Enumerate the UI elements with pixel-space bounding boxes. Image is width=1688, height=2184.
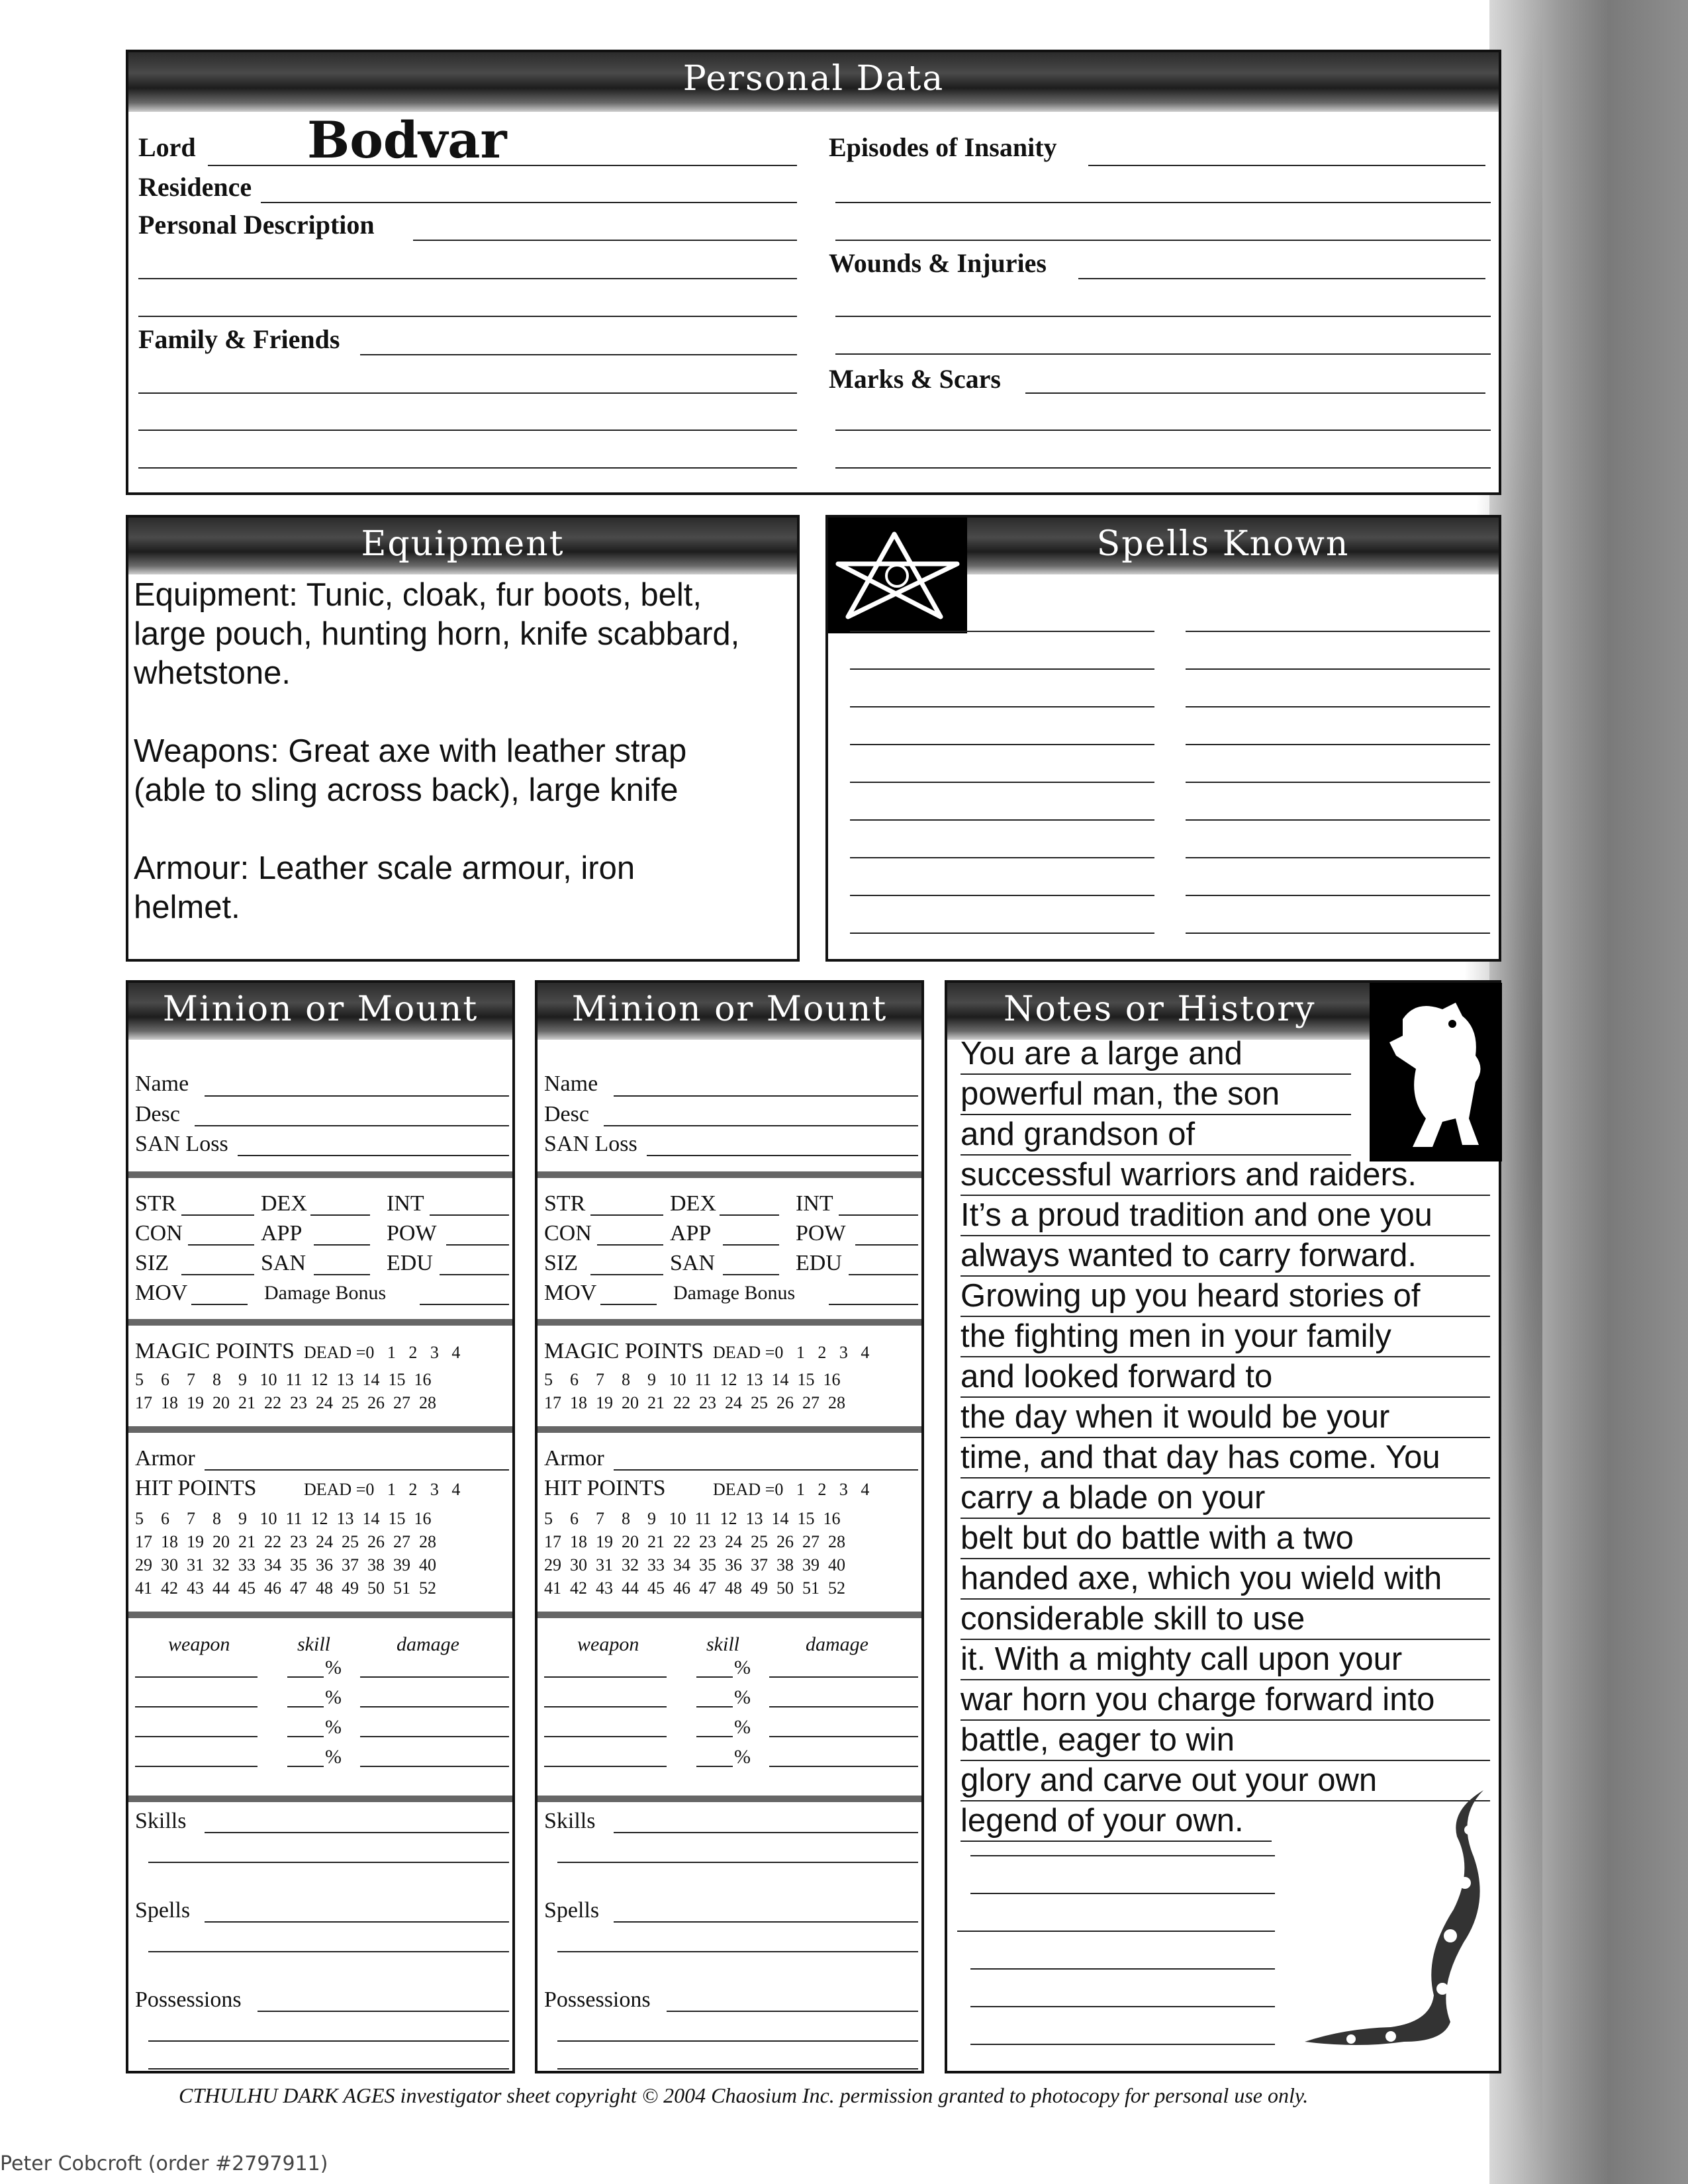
- skill-line[interactable]: [287, 1676, 324, 1678]
- spell-line[interactable]: [1186, 819, 1490, 821]
- pow-line[interactable]: [446, 1244, 509, 1246]
- percent-sign: %: [325, 1746, 342, 1768]
- int-label: INT: [796, 1191, 833, 1216]
- app-line[interactable]: [723, 1244, 779, 1246]
- str-label: STR: [135, 1191, 177, 1216]
- notes-blank-line[interactable]: [970, 1968, 1275, 1970]
- hit-points-dead: DEAD =0 1 2 3 4: [304, 1480, 461, 1499]
- notes-line: it. With a mighty call upon your: [961, 1640, 1490, 1680]
- tentacle-ornament-icon: [1291, 1777, 1497, 2068]
- weapon-line[interactable]: [544, 1676, 667, 1678]
- percent-sign: %: [325, 1657, 342, 1678]
- siz-line[interactable]: [590, 1274, 663, 1275]
- personal-data-header: Personal Data: [128, 52, 1499, 112]
- hit-points-row: 41 42 43 44 45 46 47 48 49 50 51 52: [135, 1578, 436, 1598]
- possessions-line[interactable]: [557, 2040, 918, 2042]
- notes-box: [945, 980, 1501, 2073]
- int-label: INT: [387, 1191, 424, 1216]
- percent-sign: %: [734, 1657, 751, 1678]
- damage-line[interactable]: [769, 1676, 918, 1678]
- desc-label: Desc: [544, 1102, 589, 1126]
- desc-label: Desc: [135, 1102, 180, 1126]
- edu-line[interactable]: [849, 1274, 918, 1275]
- skill-line[interactable]: [287, 1706, 324, 1707]
- skills-line[interactable]: [557, 1862, 918, 1863]
- weapon-line[interactable]: [544, 1736, 667, 1737]
- marks-line[interactable]: [835, 430, 1491, 431]
- equipment-header: Equipment: [128, 518, 797, 574]
- damage-bonus-line[interactable]: [420, 1304, 509, 1305]
- notes-line: and looked forward to: [961, 1357, 1490, 1398]
- elder-sign-icon: [828, 518, 967, 633]
- spell-line[interactable]: [1186, 706, 1490, 707]
- wounds-line[interactable]: [1078, 278, 1485, 279]
- skill-line[interactable]: [696, 1736, 733, 1737]
- spell-line[interactable]: [850, 668, 1154, 670]
- spells-line[interactable]: [148, 1951, 509, 1952]
- possessions-label: Possessions: [544, 1987, 651, 2012]
- weapon-line[interactable]: [135, 1736, 258, 1737]
- equipment-box: [126, 515, 800, 962]
- damage-line[interactable]: [769, 1736, 918, 1737]
- san-label: SAN: [670, 1251, 716, 1275]
- notes-title: Notes or History: [1004, 989, 1316, 1029]
- notes-line: Growing up you heard stories of: [961, 1277, 1490, 1317]
- pow-label: POW: [796, 1221, 846, 1246]
- weapon-header: weapon: [168, 1633, 230, 1655]
- str-label: STR: [544, 1191, 586, 1216]
- equipment-line: helmet.: [134, 889, 240, 925]
- damage-line[interactable]: [769, 1706, 918, 1707]
- armor-line[interactable]: [614, 1469, 918, 1471]
- weapon-line[interactable]: [135, 1766, 258, 1767]
- san-label: SAN: [261, 1251, 306, 1275]
- notes-blank-line[interactable]: [970, 2044, 1275, 2045]
- notes-line: successful warriors and raiders.: [961, 1156, 1490, 1196]
- san-loss-label: SAN Loss: [544, 1132, 637, 1156]
- equipment-line: Equipment: Tunic, cloak, fur boots, belt,: [134, 577, 702, 613]
- skills-label: Skills: [135, 1809, 187, 1833]
- notes-line: belt but do battle with a two: [961, 1519, 1490, 1559]
- magic-points-row: 5 6 7 8 9 10 11 12 13 14 15 16: [135, 1370, 432, 1389]
- weapon-line[interactable]: [544, 1766, 667, 1767]
- equipment-line: Armour: Leather scale armour, iron: [134, 850, 635, 886]
- skills-label: Skills: [544, 1809, 596, 1833]
- name-label: Name: [135, 1071, 189, 1096]
- percent-sign: %: [734, 1716, 751, 1738]
- hit-points-row: 41 42 43 44 45 46 47 48 49 50 51 52: [544, 1578, 845, 1598]
- siz-label: SIZ: [544, 1251, 578, 1275]
- spells-line[interactable]: [614, 1921, 918, 1923]
- skills-line[interactable]: [614, 1832, 918, 1833]
- spell-line[interactable]: [850, 706, 1154, 707]
- hit-points-row: 5 6 7 8 9 10 11 12 13 14 15 16: [135, 1509, 432, 1528]
- spell-line[interactable]: [850, 631, 1154, 632]
- edu-label: EDU: [796, 1251, 842, 1275]
- percent-sign: %: [734, 1746, 751, 1768]
- percent-sign: %: [734, 1686, 751, 1708]
- san-loss-label: SAN Loss: [135, 1132, 228, 1156]
- pow-line[interactable]: [855, 1244, 918, 1246]
- hit-points-row: 17 18 19 20 21 22 23 24 25 26 27 28: [544, 1532, 845, 1551]
- pow-label: POW: [387, 1221, 437, 1246]
- minion-header: Minion or Mount: [538, 983, 921, 1040]
- int-line[interactable]: [839, 1214, 918, 1216]
- spell-line[interactable]: [1186, 744, 1490, 745]
- damage-bonus-line[interactable]: [829, 1304, 918, 1305]
- spell-line[interactable]: [1186, 895, 1490, 896]
- notes-blank-line[interactable]: [957, 1931, 1275, 1932]
- insanity-line[interactable]: [835, 202, 1491, 203]
- hit-points-label: HIT POINTS: [135, 1476, 257, 1500]
- residence-line[interactable]: [261, 202, 797, 203]
- wounds-line[interactable]: [835, 316, 1491, 317]
- description-line[interactable]: [413, 240, 797, 241]
- app-label: APP: [261, 1221, 303, 1246]
- skill-header: skill: [297, 1633, 330, 1655]
- hit-points-row: 29 30 31 32 33 34 35 36 37 38 39 40: [135, 1555, 436, 1574]
- copyright-footer: CTHULHU DARK AGES investigator sheet copyright © 2004 Chaosium Inc. permission granted to photocopy for personal use only.: [179, 2083, 1309, 2107]
- watermark: Peter Cobcroft (order #2797911): [0, 2152, 328, 2175]
- personal-data-box: [126, 50, 1501, 495]
- equipment-line: (able to sling across back), large knife: [134, 772, 679, 808]
- insanity-line[interactable]: [835, 240, 1491, 241]
- divider: [538, 1171, 921, 1178]
- desc-line[interactable]: [604, 1125, 918, 1126]
- percent-sign: %: [325, 1686, 342, 1708]
- app-line[interactable]: [314, 1244, 370, 1246]
- notes-line: the fighting men in your family: [961, 1317, 1490, 1357]
- str-line[interactable]: [181, 1214, 254, 1216]
- possessions-line[interactable]: [148, 2040, 509, 2042]
- divider: [538, 1612, 921, 1618]
- notes-line: You are a large and: [961, 1034, 1351, 1075]
- notes-line: considerable skill to use: [961, 1600, 1490, 1640]
- spells-known-box: [825, 515, 1501, 962]
- possessions-line[interactable]: [258, 2011, 509, 2012]
- weapon-line[interactable]: [135, 1706, 258, 1707]
- notes-line: war horn you charge forward into: [961, 1680, 1490, 1721]
- notes-blank-line[interactable]: [970, 1855, 1275, 1856]
- spells-label: Spells: [135, 1898, 191, 1923]
- spell-line[interactable]: [850, 744, 1154, 745]
- con-label: CON: [544, 1221, 592, 1246]
- minion-box-left: [126, 980, 515, 2073]
- lord-value: Bodvar: [307, 111, 507, 169]
- mov-line[interactable]: [600, 1304, 657, 1305]
- possessions-line[interactable]: [148, 2068, 509, 2070]
- san-loss-line[interactable]: [238, 1155, 509, 1156]
- divider: [538, 1796, 921, 1802]
- damage-bonus-label: Damage Bonus: [673, 1282, 796, 1304]
- damage-line[interactable]: [360, 1766, 509, 1767]
- spells-line[interactable]: [205, 1921, 509, 1923]
- minion-header: Minion or Mount: [128, 983, 512, 1040]
- con-line[interactable]: [597, 1244, 663, 1246]
- skill-header: skill: [706, 1633, 739, 1655]
- notes-text: [961, 1034, 1503, 1842]
- marks-label: Marks & Scars: [829, 364, 1001, 394]
- spell-line[interactable]: [1186, 933, 1490, 934]
- skill-line[interactable]: [696, 1676, 733, 1678]
- spell-line[interactable]: [850, 857, 1154, 858]
- magic-points-row: 5 6 7 8 9 10 11 12 13 14 15 16: [544, 1370, 841, 1389]
- family-line[interactable]: [138, 467, 797, 469]
- armor-label: Armor: [135, 1446, 195, 1471]
- equipment-line: [134, 693, 796, 732]
- lord-label: Lord: [138, 132, 196, 162]
- skills-line[interactable]: [205, 1832, 509, 1833]
- notes-blank-line[interactable]: [970, 1893, 1275, 1894]
- marks-line[interactable]: [835, 467, 1491, 469]
- armor-label: Armor: [544, 1446, 604, 1471]
- spells-line[interactable]: [557, 1951, 918, 1952]
- notes-line: and grandson of: [961, 1115, 1351, 1156]
- damage-line[interactable]: [360, 1706, 509, 1707]
- family-line[interactable]: [138, 392, 797, 394]
- skills-line[interactable]: [148, 1862, 509, 1863]
- equipment-text: [134, 576, 796, 927]
- hit-points-row: 29 30 31 32 33 34 35 36 37 38 39 40: [544, 1555, 845, 1574]
- divider: [128, 1796, 512, 1802]
- magic-points-dead: DEAD =0 1 2 3 4: [304, 1343, 461, 1362]
- notes-line: powerful man, the son: [961, 1075, 1351, 1115]
- con-line[interactable]: [188, 1244, 254, 1246]
- marks-line[interactable]: [1025, 392, 1485, 394]
- wounds-label: Wounds & Injuries: [829, 248, 1047, 278]
- app-label: APP: [670, 1221, 712, 1246]
- str-line[interactable]: [590, 1214, 663, 1216]
- weapon-line[interactable]: [544, 1706, 667, 1707]
- siz-label: SIZ: [135, 1251, 169, 1275]
- insanity-label: Episodes of Insanity: [829, 132, 1057, 162]
- skill-line[interactable]: [696, 1766, 733, 1767]
- divider: [538, 1426, 921, 1433]
- mov-label: MOV: [544, 1281, 597, 1305]
- description-line[interactable]: [138, 316, 797, 317]
- spell-line[interactable]: [1186, 782, 1490, 783]
- desc-line[interactable]: [195, 1125, 509, 1126]
- equipment-line: Weapons: Great axe with leather strap: [134, 733, 687, 769]
- skill-line[interactable]: [696, 1706, 733, 1707]
- san-loss-line[interactable]: [647, 1155, 918, 1156]
- family-line[interactable]: [138, 430, 797, 431]
- con-label: CON: [135, 1221, 183, 1246]
- notes-line: time, and that day has come. You: [961, 1438, 1490, 1479]
- dex-line[interactable]: [720, 1214, 779, 1216]
- equipment-line: [134, 810, 796, 849]
- magic-points-label: MAGIC POINTS: [544, 1339, 704, 1363]
- spell-line[interactable]: [1186, 857, 1490, 858]
- notes-line: battle, eager to win: [961, 1721, 1490, 1761]
- int-line[interactable]: [430, 1214, 509, 1216]
- damage-line[interactable]: [769, 1766, 918, 1767]
- family-line[interactable]: [360, 354, 797, 355]
- spell-line[interactable]: [1186, 668, 1490, 670]
- percent-sign: %: [325, 1716, 342, 1738]
- divider: [538, 1319, 921, 1326]
- notes-line: handed axe, which you wield with: [961, 1559, 1490, 1600]
- magic-points-dead: DEAD =0 1 2 3 4: [713, 1343, 870, 1362]
- name-line[interactable]: [614, 1095, 918, 1097]
- spell-line[interactable]: [850, 933, 1154, 934]
- notes-line: glory and carve out your own: [961, 1761, 1490, 1801]
- dex-label: DEX: [261, 1191, 307, 1216]
- divider: [128, 1171, 512, 1178]
- name-line[interactable]: [205, 1095, 509, 1097]
- san-line[interactable]: [723, 1274, 779, 1275]
- mov-line[interactable]: [191, 1304, 248, 1305]
- divider: [128, 1426, 512, 1433]
- san-line[interactable]: [314, 1274, 370, 1275]
- description-line[interactable]: [138, 278, 797, 279]
- skill-line[interactable]: [287, 1766, 324, 1767]
- hit-points-dead: DEAD =0 1 2 3 4: [713, 1480, 870, 1499]
- damage-header: damage: [806, 1633, 868, 1655]
- spell-line[interactable]: [850, 782, 1154, 783]
- equipment-line: large pouch, hunting horn, knife scabbard,: [134, 616, 740, 652]
- magic-points-label: MAGIC POINTS: [135, 1339, 295, 1363]
- hit-points-label: HIT POINTS: [544, 1476, 666, 1500]
- spells-known-title: Spells Known: [1096, 524, 1350, 564]
- dex-label: DEX: [670, 1191, 716, 1216]
- edu-line[interactable]: [440, 1274, 509, 1275]
- spell-line[interactable]: [850, 819, 1154, 821]
- damage-line[interactable]: [360, 1736, 509, 1737]
- weapon-header: weapon: [577, 1633, 639, 1655]
- divider: [128, 1319, 512, 1326]
- magic-points-row: 17 18 19 20 21 22 23 24 25 26 27 28: [135, 1393, 436, 1412]
- insanity-line[interactable]: [1088, 165, 1485, 166]
- notes-blank-line[interactable]: [970, 2006, 1275, 2007]
- notes-line: legend of your own.: [961, 1801, 1272, 1842]
- possessions-line[interactable]: [667, 2011, 918, 2012]
- weapon-line[interactable]: [135, 1676, 258, 1678]
- spells-label: Spells: [544, 1898, 600, 1923]
- wounds-line[interactable]: [835, 353, 1491, 355]
- possessions-label: Possessions: [135, 1987, 242, 2012]
- armor-line[interactable]: [205, 1469, 509, 1471]
- dex-line[interactable]: [310, 1214, 370, 1216]
- notes-line: the day when it would be your: [961, 1398, 1490, 1438]
- hit-points-row: 17 18 19 20 21 22 23 24 25 26 27 28: [135, 1532, 436, 1551]
- family-label: Family & Friends: [138, 324, 340, 354]
- spell-line[interactable]: [1186, 631, 1490, 632]
- notes-line: It’s a proud tradition and one you: [961, 1196, 1490, 1236]
- spell-line[interactable]: [850, 895, 1154, 896]
- divider: [128, 1612, 512, 1618]
- damage-line[interactable]: [360, 1676, 509, 1678]
- description-label: Personal Description: [138, 210, 375, 240]
- skill-line[interactable]: [287, 1736, 324, 1737]
- possessions-line[interactable]: [557, 2068, 918, 2070]
- mov-label: MOV: [135, 1281, 188, 1305]
- notes-line: always wanted to carry forward.: [961, 1236, 1490, 1277]
- hit-points-row: 5 6 7 8 9 10 11 12 13 14 15 16: [544, 1509, 841, 1528]
- minion-box-right: [535, 980, 924, 2073]
- notes-line: carry a blade on your: [961, 1479, 1490, 1519]
- name-label: Name: [544, 1071, 598, 1096]
- damage-bonus-label: Damage Bonus: [264, 1282, 387, 1304]
- damage-header: damage: [397, 1633, 459, 1655]
- edu-label: EDU: [387, 1251, 433, 1275]
- siz-line[interactable]: [181, 1274, 254, 1275]
- residence-label: Residence: [138, 172, 252, 202]
- equipment-line: whetstone.: [134, 655, 291, 691]
- magic-points-row: 17 18 19 20 21 22 23 24 25 26 27 28: [544, 1393, 845, 1412]
